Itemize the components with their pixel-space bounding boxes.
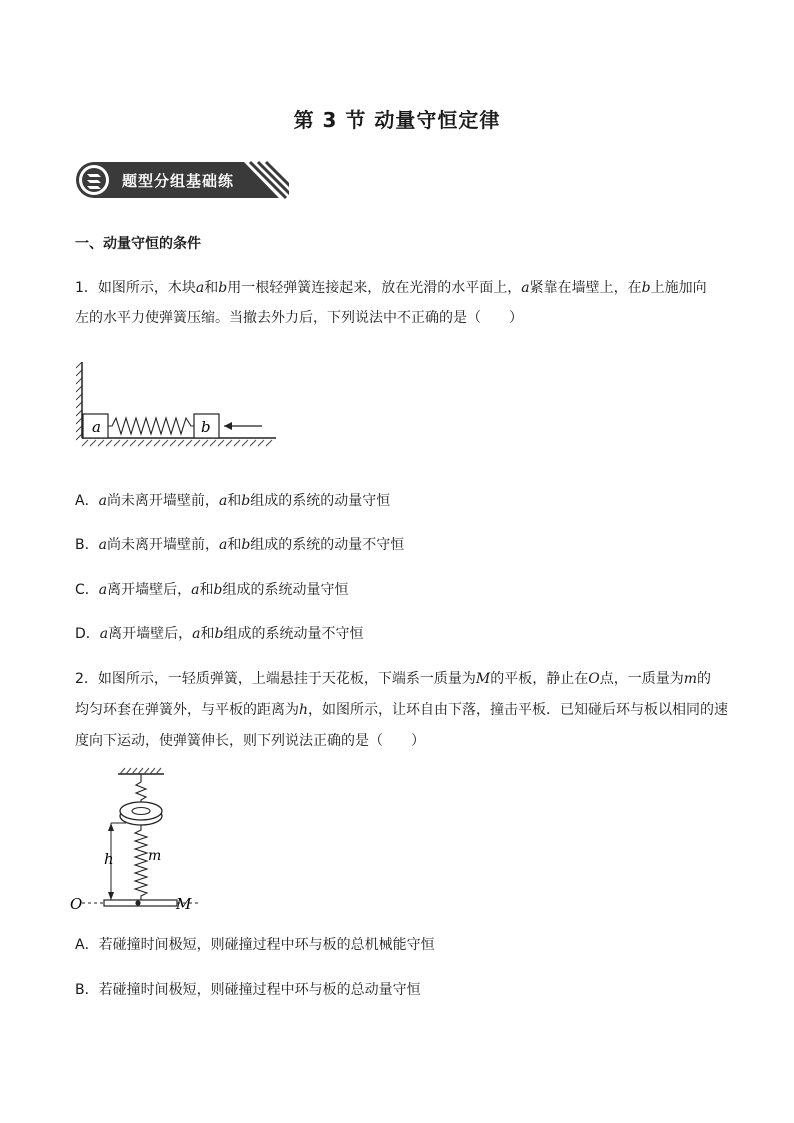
spring <box>108 418 194 434</box>
q2-figure <box>68 766 208 916</box>
q1-option-b[interactable]: B．a尚未离开墙壁前，a和b组成的系统的动量不守恒 <box>75 537 405 553</box>
section-heading: 一、动量守恒的条件 <box>75 236 201 252</box>
q1-figure <box>76 362 278 450</box>
page-title: 第 3 节 动量守恒定律 <box>293 108 501 132</box>
spring <box>135 825 147 900</box>
label-m: m <box>148 848 162 864</box>
label-h: h <box>104 850 114 868</box>
block-b-label: b <box>201 418 211 436</box>
q1-line1: 1．如图所示，木块a和b用一根轻弹簧连接起来，放在光滑的水平面上，a紧靠在墙壁上，在b上施加向 <box>75 280 707 296</box>
q1-option-a[interactable]: A．a尚未离开墙壁前，a和b组成的系统的动量守恒 <box>75 493 391 509</box>
q2-line1: 2．如图所示，一轻质弹簧，上端悬挂于天花板，下端系一质量为M的平板，静止在O点，一质量为m的 <box>75 671 712 687</box>
block-a-label: a <box>92 418 101 436</box>
q2-line3: 度向下运动，使弹簧伸长，则下列说法正确的是（ ） <box>75 733 425 749</box>
label-M: M <box>176 895 192 913</box>
section-banner <box>74 160 289 200</box>
q1-option-d[interactable]: D．a离开墙壁后，a和b组成的系统动量不守恒 <box>75 626 364 642</box>
q1-option-c[interactable]: C．a离开墙壁后，a和b组成的系统动量守恒 <box>75 582 349 598</box>
q2-line2: 均匀环套在弹簧外，与平板的距离为h，如图所示，让环自由下落，撞击平板．已知碰后环与板以相同的速 <box>75 702 729 718</box>
q1-line2: 左的水平力使弹簧压缩。当撤去外力后，下列说法中不正确的是（ ） <box>75 310 523 326</box>
q2-option-a[interactable]: A．若碰撞时间极短，则碰撞过程中环与板的总机械能守恒 <box>75 937 435 953</box>
banner-label: 题型分组基础练 <box>122 172 235 190</box>
q2-option-b[interactable]: B．若碰撞时间极短，则碰撞过程中环与板的总动量守恒 <box>75 982 421 998</box>
label-O: O <box>70 895 83 913</box>
